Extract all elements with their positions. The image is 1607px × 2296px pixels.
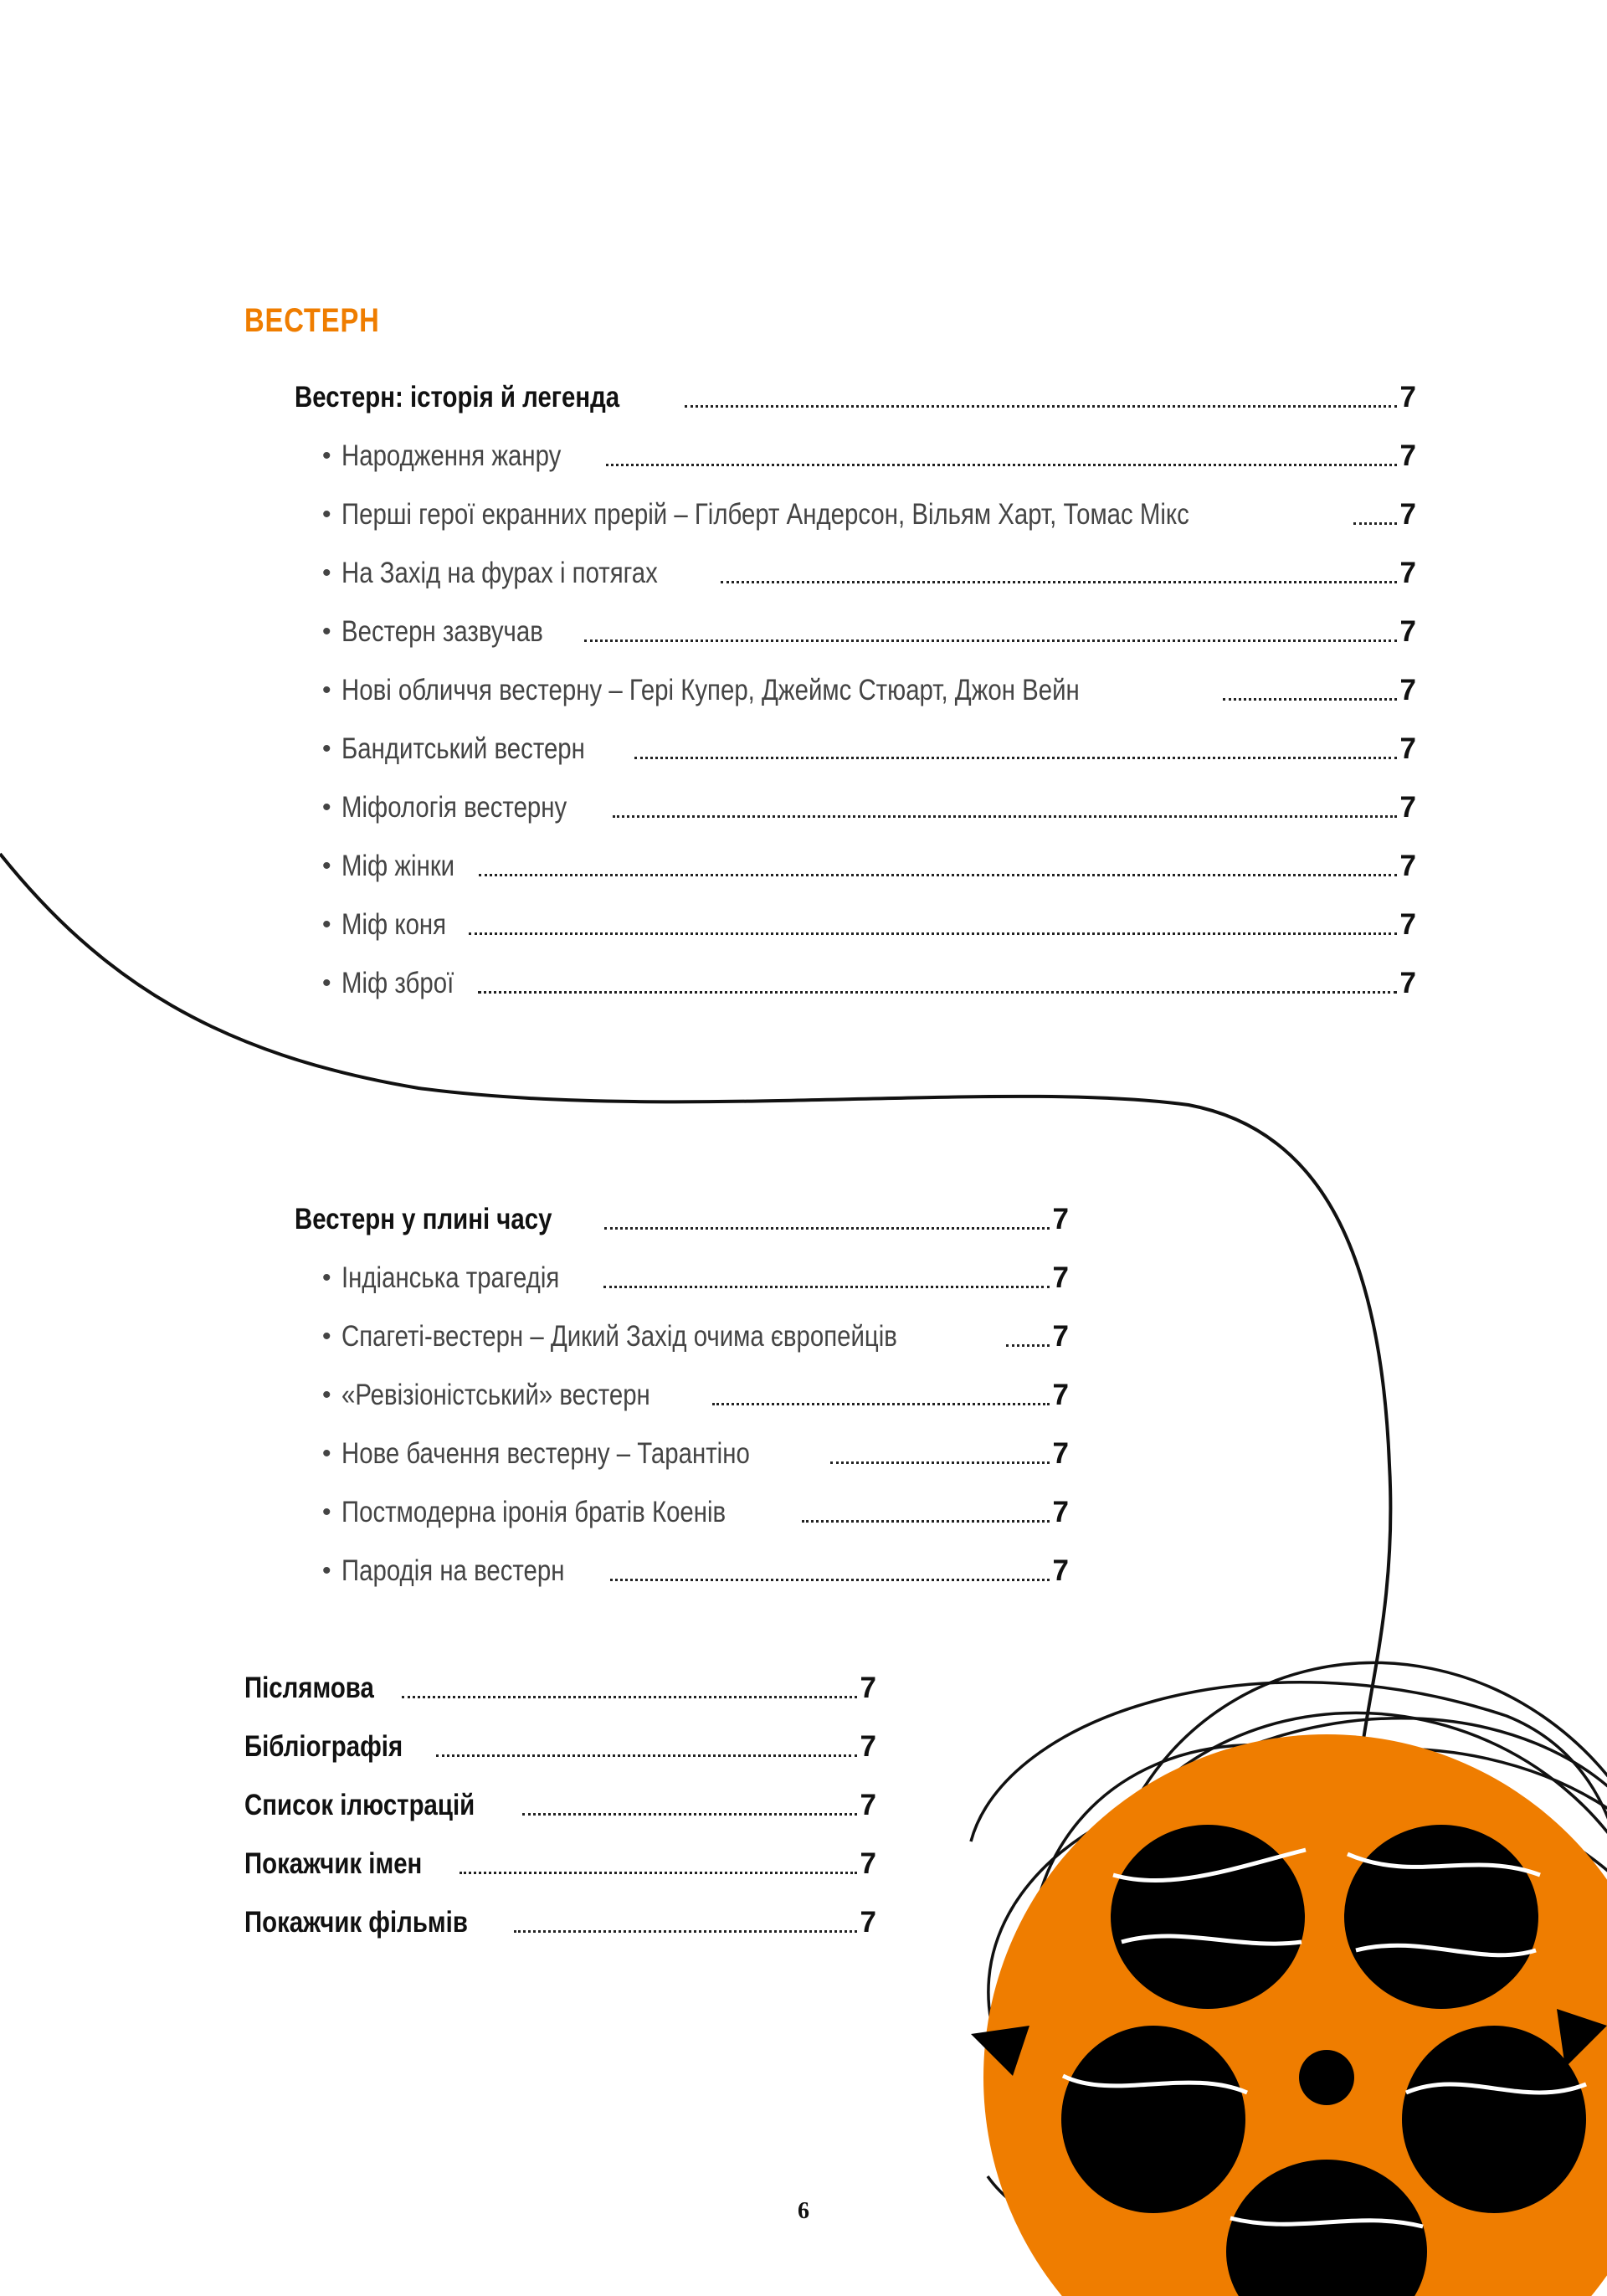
toc-page-number: 7 xyxy=(1399,967,1416,999)
toc-name-index[interactable] xyxy=(244,1847,876,1881)
toc-item-label: Народження жанру xyxy=(341,439,561,472)
toc-item-label: «Ревізіоністський» вестерн xyxy=(341,1379,650,1411)
bullet-icon: • xyxy=(322,618,331,645)
toc-page-number: 7 xyxy=(1399,732,1416,765)
toc-bibliography[interactable] xyxy=(244,1730,876,1764)
toc-leader xyxy=(802,1520,1049,1523)
bullet-icon: • xyxy=(322,1323,331,1350)
toc-item-label: Бандитський вестерн xyxy=(341,732,585,765)
toc-page-number: 7 xyxy=(1399,850,1416,882)
bullet-icon: • xyxy=(322,501,331,528)
toc-item[interactable] xyxy=(322,1554,1069,1588)
bullet-icon: • xyxy=(322,1557,331,1585)
toc-page-number: 7 xyxy=(1052,1379,1069,1411)
toc-leader xyxy=(1006,1344,1050,1347)
toc-heading-western-in-time[interactable] xyxy=(295,1203,1069,1236)
toc-leader xyxy=(436,1754,856,1757)
toc-leader xyxy=(584,639,1396,642)
toc-leader xyxy=(1353,522,1396,525)
toc-page-number: 7 xyxy=(1052,1320,1069,1353)
toc-leader xyxy=(522,1813,857,1816)
toc-leader xyxy=(1223,698,1396,701)
bullet-icon: • xyxy=(322,735,331,763)
toc-item-label: Міф зброї xyxy=(341,967,454,999)
bullet-icon: • xyxy=(322,794,331,821)
toc-heading-label: Список ілюстрацій xyxy=(244,1789,475,1821)
toc-leader xyxy=(478,991,1396,994)
toc-item-label: Нові обличчя вестерну – Гері Купер, Джеймс Стюарт, Джон Вейн xyxy=(341,674,1080,706)
toc-item[interactable] xyxy=(322,1437,1069,1471)
film-reel-icon xyxy=(917,1549,1607,2296)
toc-leader xyxy=(479,874,1396,876)
toc-page-number: 7 xyxy=(1052,1496,1069,1528)
bullet-icon: • xyxy=(322,1264,331,1292)
toc-leader xyxy=(613,815,1397,818)
toc-item[interactable] xyxy=(322,732,1416,766)
bullet-icon: • xyxy=(322,969,331,997)
toc-item-label: Спагеті-вестерн – Дикий Захід очима європейців xyxy=(341,1320,897,1353)
toc-page-number: 7 xyxy=(860,1730,876,1763)
toc-item-label: Міфологія вестерну xyxy=(341,791,567,824)
bullet-icon: • xyxy=(322,676,331,704)
toc-leader xyxy=(514,1930,857,1933)
toc-leader xyxy=(830,1461,1049,1464)
toc-page-number: 7 xyxy=(1052,1554,1069,1587)
toc-page-number: 7 xyxy=(1052,1261,1069,1294)
toc-leader xyxy=(469,932,1396,935)
toc-leader xyxy=(604,1227,1050,1230)
toc-film-index[interactable] xyxy=(244,1906,876,1939)
toc-illustrations[interactable] xyxy=(244,1789,876,1822)
bullet-icon: • xyxy=(322,442,331,470)
toc-heading-label: Вестерн у плині часу xyxy=(295,1203,552,1235)
toc-leader xyxy=(606,464,1397,466)
toc-page-number: 7 xyxy=(1399,791,1416,824)
toc-leader xyxy=(634,757,1397,759)
toc-heading-label: Післямова xyxy=(244,1672,374,1704)
toc-leader xyxy=(712,1403,1050,1405)
toc-item[interactable] xyxy=(322,674,1416,707)
toc-item[interactable] xyxy=(322,498,1416,532)
toc-page-number: 7 xyxy=(860,1847,876,1880)
toc-item-label: На Захід на фурах і потягах xyxy=(341,557,658,589)
toc-item[interactable] xyxy=(322,1320,1069,1353)
toc-heading-label: Бібліографія xyxy=(244,1730,403,1763)
toc-heading-western-history[interactable] xyxy=(295,381,1416,414)
toc-item[interactable] xyxy=(322,439,1416,473)
toc-item[interactable] xyxy=(322,1261,1069,1295)
toc-item-label: Постмодерна іронія братів Коенів xyxy=(341,1496,726,1528)
section-title: ВЕСТЕРН xyxy=(244,302,380,339)
bullet-icon: • xyxy=(322,1440,331,1467)
bullet-icon: • xyxy=(322,1498,331,1526)
page-number: 6 xyxy=(798,2198,809,2224)
toc-leader xyxy=(460,1872,857,1874)
toc-item[interactable] xyxy=(322,615,1416,649)
toc-item-label: Індіанська трагедія xyxy=(341,1261,559,1294)
toc-item-label: Вестерн зазвучав xyxy=(341,615,543,648)
toc-item[interactable] xyxy=(322,557,1416,590)
toc-item[interactable] xyxy=(322,908,1416,942)
toc-heading-label: Вестерн: історія й легенда xyxy=(295,381,620,413)
toc-leader xyxy=(402,1696,856,1698)
toc-page-number: 7 xyxy=(1399,498,1416,531)
toc-leader xyxy=(685,405,1396,408)
bullet-icon: • xyxy=(322,559,331,587)
toc-leader xyxy=(603,1286,1049,1288)
toc-item[interactable] xyxy=(322,850,1416,883)
toc-item-label: Міф жінки xyxy=(341,850,454,882)
toc-item[interactable] xyxy=(322,791,1416,824)
toc-item-label: Перші герої екранних прерій – Гілберт Андерсон, Вільям Харт, Томас Мікс xyxy=(341,498,1189,531)
toc-item-label: Міф коня xyxy=(341,908,446,941)
toc-heading-label: Покажчик імен xyxy=(244,1847,423,1880)
toc-item[interactable] xyxy=(322,1496,1069,1529)
toc-page-number: 7 xyxy=(860,1672,876,1704)
toc-page-number: 7 xyxy=(1052,1437,1069,1470)
toc-heading-label: Покажчик фільмів xyxy=(244,1906,468,1939)
toc-page-number: 7 xyxy=(1399,615,1416,648)
toc-leader xyxy=(610,1579,1050,1581)
toc-page-number: 7 xyxy=(1399,381,1416,413)
toc-item-label: Нове бачення вестерну – Тарантіно xyxy=(341,1437,750,1470)
toc-afterword[interactable] xyxy=(244,1672,876,1705)
bullet-icon: • xyxy=(322,911,331,938)
toc-page-number: 7 xyxy=(1399,439,1416,472)
toc-leader xyxy=(721,581,1396,583)
toc-page-number: 7 xyxy=(1399,674,1416,706)
bullet-icon: • xyxy=(322,852,331,880)
toc-page-number: 7 xyxy=(1399,557,1416,589)
toc-item[interactable] xyxy=(322,967,1416,1000)
toc-page-number: 7 xyxy=(860,1906,876,1939)
toc-page-number: 7 xyxy=(860,1789,876,1821)
bullet-icon: • xyxy=(322,1381,331,1409)
toc-page-number: 7 xyxy=(1052,1203,1069,1235)
toc-page-number: 7 xyxy=(1399,908,1416,941)
toc-item-label: Пародія на вестерн xyxy=(341,1554,565,1587)
toc-item[interactable] xyxy=(322,1379,1069,1412)
